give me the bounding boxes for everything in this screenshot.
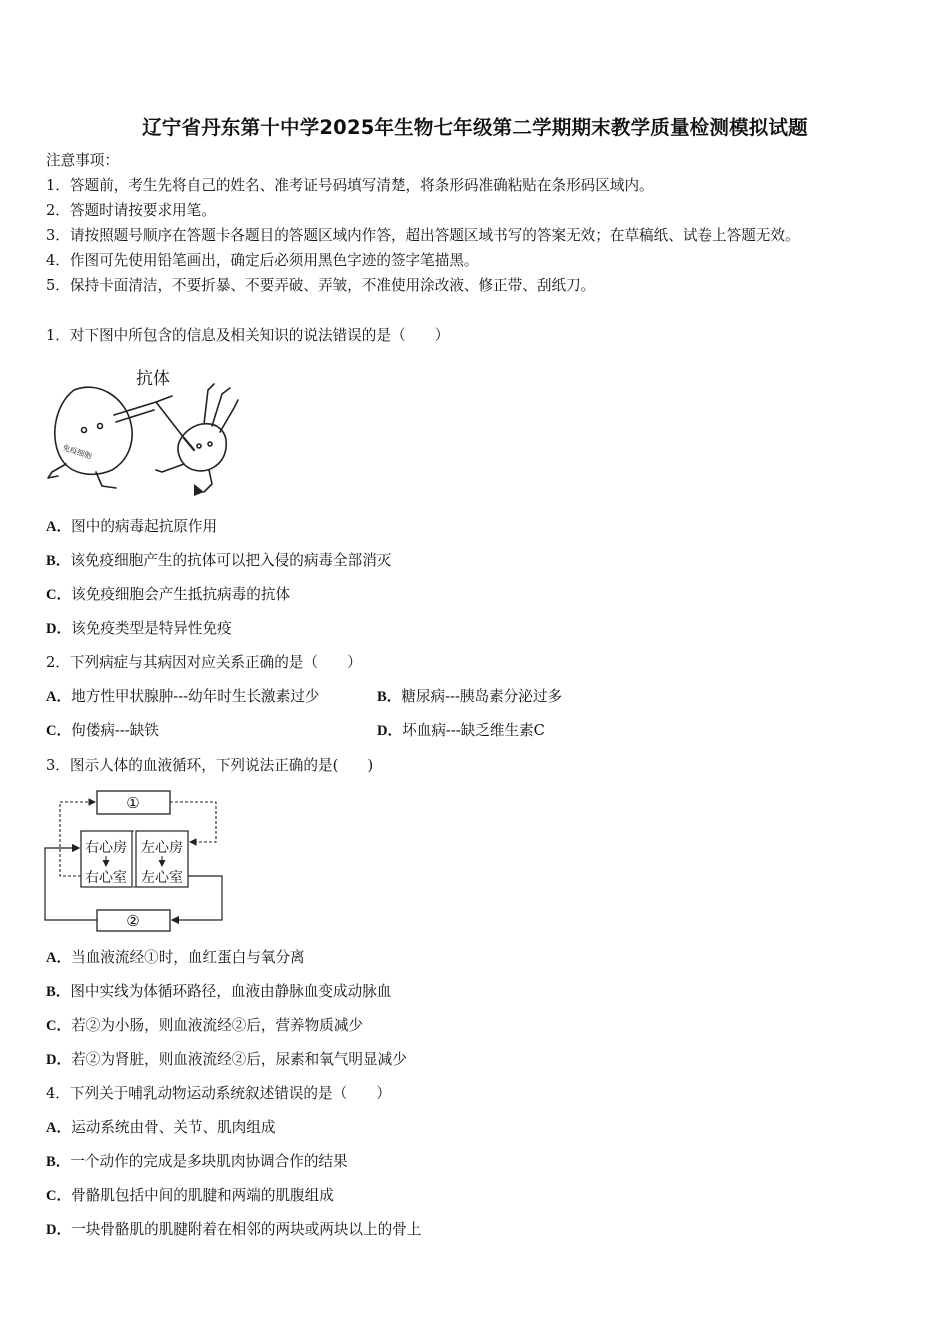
q3-option-b (46, 982, 391, 1002)
q3-stem: 3．图示人体的血液循环，下列说法正确的是( ) (46, 757, 374, 774)
q1-option-c-letter: C． (46, 587, 72, 603)
q2-option-a-letter: A． (46, 689, 72, 705)
right-ventricle-label: 右心室 (85, 871, 127, 886)
box-2-label: ② (126, 912, 140, 930)
q4-option-d-text: 一块骨骼肌的肌腱附着在相邻的两块或两块以上的骨上 (71, 1221, 422, 1238)
notice-item-4: 4．作图可先使用铅笔画出，确定后必须用黑色字迹的签字笔描黑。 (46, 252, 479, 269)
q2-option-d (377, 721, 545, 741)
q1-option-a-letter: A． (46, 519, 72, 535)
q4-option-a-letter: A． (46, 1120, 72, 1136)
q1-option-a (46, 517, 217, 537)
q2-option-d-letter: D． (377, 723, 403, 739)
q4-option-b (46, 1152, 348, 1172)
immune-cell-label: 免疫细胞 (61, 442, 93, 461)
q2-option-c-text: 佝偻病---缺铁 (71, 722, 159, 739)
q4-option-c-text: 骨骼肌包括中间的肌腱和两端的肌腹组成 (71, 1187, 334, 1204)
q3-option-b-letter: B． (46, 984, 71, 1000)
q1-stem: 1．对下图中所包含的信息及相关知识的说法错误的是（ ） (46, 327, 450, 344)
q2-option-d-text: 坏血病---缺乏维生素C (402, 722, 545, 739)
notice-heading: 注意事项： (46, 152, 119, 169)
notice-item-5: 5．保持卡面清洁，不要折暴、不要弄破、弄皱，不准使用涂改液、修正带、刮纸刀。 (46, 277, 596, 294)
q3-option-a-letter: A． (46, 950, 72, 966)
q4-option-b-letter: B． (46, 1154, 71, 1170)
immune-cell-virus-figure (44, 360, 244, 500)
q3-option-d-text: 若②为肾脏，则血液流经②后，尿素和氧气明显减少 (71, 1051, 407, 1068)
left-atrium-label: 左心房 (141, 841, 183, 856)
notice-item-3: 3．请按照题号顺序在答题卡各题目的答题区域内作答，超出答题区域书写的答案无效；在草稿纸、试卷上答题无效。 (46, 227, 800, 244)
q2-option-b-text: 糖尿病---胰岛素分泌过多 (401, 688, 563, 705)
q1-option-b-letter: B． (46, 553, 71, 569)
q2-stem: 2．下列病症与其病因对应关系正确的是（ ） (46, 654, 362, 671)
q1-option-b (46, 551, 391, 571)
q4-option-b-text: 一个动作的完成是多块肌肉协调合作的结果 (70, 1153, 348, 1170)
q4-option-a (46, 1118, 275, 1138)
right-atrium-label: 右心房 (85, 841, 127, 856)
q2-option-c (46, 721, 159, 741)
q3-option-c-text: 若②为小肠，则血液流经②后，营养物质减少 (71, 1017, 364, 1034)
q2-option-a-text: 地方性甲状腺肿---幼年时生长激素过少 (71, 688, 320, 705)
q4-option-c (46, 1186, 334, 1206)
q1-option-d-letter: D． (46, 621, 72, 637)
q3-option-a (46, 948, 305, 968)
q2-option-b (377, 687, 562, 707)
q4-option-d-letter: D． (46, 1222, 72, 1238)
q2-option-b-letter: B． (377, 689, 402, 705)
notice-item-2: 2．答题时请按要求用笔。 (46, 202, 216, 219)
q4-option-d (46, 1220, 421, 1240)
q4-option-c-letter: C． (46, 1188, 72, 1204)
q1-option-d (46, 619, 232, 639)
q1-option-a-text: 图中的病毒起抗原作用 (71, 518, 218, 535)
q4-stem: 4．下列关于哺乳动物运动系统叙述错误的是（ ） (46, 1085, 391, 1102)
q3-option-c-letter: C． (46, 1018, 72, 1034)
q3-option-d (46, 1050, 407, 1070)
q2-option-a (46, 687, 319, 707)
q3-option-c (46, 1016, 363, 1036)
page-title: 辽宁省丹东第十中学2025年生物七年级第二学期期末教学质量检测模拟试题 (142, 116, 808, 139)
antibody-label: 抗体 (136, 369, 170, 388)
q1-option-d-text: 该免疫类型是特异性免疫 (71, 620, 232, 637)
q2-option-c-letter: C． (46, 723, 72, 739)
notice-item-1: 1．答题前，考生先将自己的姓名、准考证号码填写清楚，将条形码准确粘贴在条形码区域内。 (46, 177, 654, 194)
q3-option-b-text: 图中实线为体循环路径，血液由静脉血变成动脉血 (70, 983, 392, 1000)
q1-option-c-text: 该免疫细胞会产生抵抗病毒的抗体 (71, 586, 291, 603)
q1-option-c (46, 585, 290, 605)
box-1-label: ① (126, 794, 140, 812)
q4-option-a-text: 运动系统由骨、关节、肌肉组成 (71, 1119, 276, 1136)
q1-option-b-text: 该免疫细胞产生的抗体可以把入侵的病毒全部消灭 (70, 552, 392, 569)
q3-option-a-text: 当血液流经①时，血红蛋白与氧分离 (71, 949, 305, 966)
blood-circulation-diagram (40, 786, 230, 934)
left-ventricle-label: 左心室 (141, 871, 183, 886)
q3-option-d-letter: D． (46, 1052, 72, 1068)
